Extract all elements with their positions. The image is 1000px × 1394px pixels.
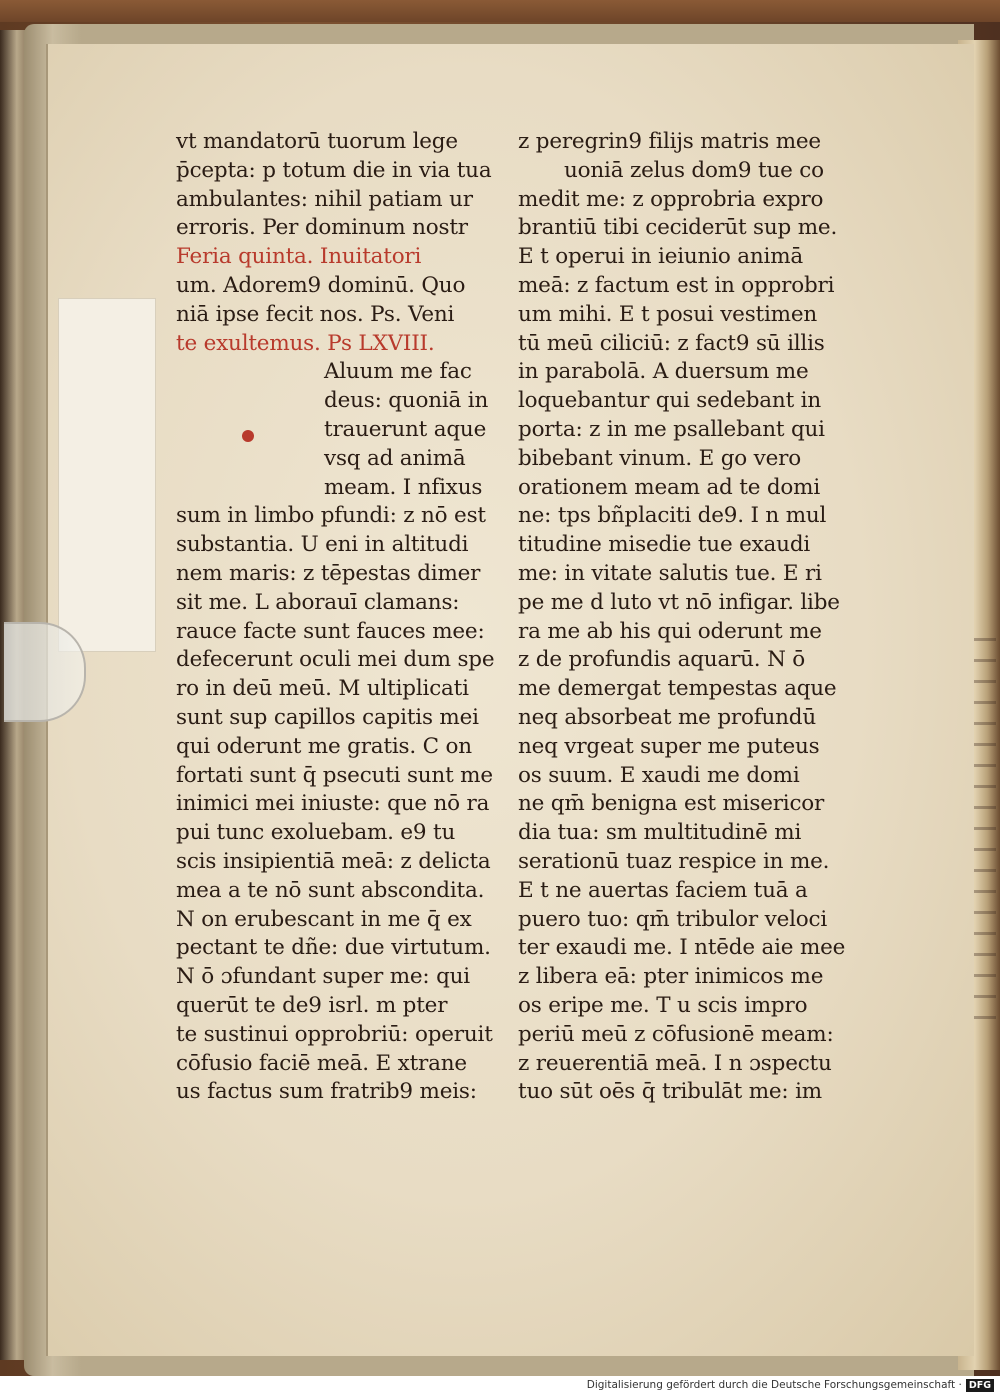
text-line: ne: tps bñplaciti de9. I n mul: [518, 503, 827, 529]
text-line: meam. I nfixus: [324, 474, 483, 500]
text-line: bibebant vinum. E go vero: [518, 445, 801, 471]
text-line: loquebantur qui sedebant in: [518, 388, 821, 414]
text-line: sit me. L aborauī clamans:: [176, 589, 460, 615]
text-line: ra me ab his qui oderunt me: [518, 618, 822, 644]
text-line: vsq ad animā: [324, 445, 466, 471]
text-line: meā: z factum est in opprobri: [518, 272, 835, 298]
right-text-column: [518, 128, 858, 1107]
footer-credit: [587, 1376, 994, 1394]
dfg-logo: DFG: [966, 1379, 994, 1392]
text-line: z de profundis aquarū. N ō: [518, 647, 806, 673]
text-line: ter exaudi me. I ntēde aie mee: [518, 935, 846, 961]
text-line: z libera eā: pter inimicos me: [518, 964, 824, 990]
text-line: serationū tuaz respice in me.: [518, 848, 830, 874]
text-line: Feria quinta. Inuitatori: [176, 244, 422, 270]
text-line: inimici mei iniuste: que nō ra: [176, 791, 490, 817]
text-line: fortati sunt q̄ psecuti sunt me: [176, 762, 493, 788]
text-line: neq absorbeat me profundū: [518, 704, 816, 730]
text-line: titudine misedie tue exaudi: [518, 532, 811, 558]
text-line: te exultemus. Ps LXVIII.: [176, 330, 435, 356]
text-line: cōfusio faciē meā. E xtrane: [176, 1050, 467, 1076]
left-text-column: [176, 128, 506, 1107]
text-line: erroris. Per dominum nostr: [176, 215, 468, 241]
text-line: defecerunt oculi mei dum spe: [176, 647, 495, 673]
binding-edge-top: [0, 0, 1000, 22]
text-line: rauce facte sunt fauces mee:: [176, 618, 485, 644]
text-line: tuo sūt oēs q̄ tribulāt me: im: [518, 1079, 822, 1105]
text-line: sunt sup capillos capitis mei: [176, 704, 479, 730]
text-line: brantiū tibi ceciderūt sup me.: [518, 215, 838, 241]
text-line: puero tuo: qm̄ tribulor veloci: [518, 906, 828, 932]
text-line: me demergat tempestas aque: [518, 676, 837, 702]
text-line: sum in limbo pfundi: z nō est: [176, 503, 486, 529]
text-line: p̄cepta: p totum die in via tua: [176, 157, 492, 183]
right-page-bleed-text: [972, 620, 996, 1020]
text-line: deus: quoniā in: [324, 388, 489, 414]
text-line: z peregrin9 filijs matris mee: [518, 129, 821, 154]
text-line: os suum. E xaudi me domi: [518, 762, 800, 788]
text-line: ambulantes: nihil patiam ur: [176, 186, 473, 212]
text-line: in parabolā. A duersum me: [518, 359, 809, 385]
text-line: neq vrgeat super me puteus: [518, 733, 820, 759]
text-line: trauerunt aque: [324, 416, 487, 442]
text-line: periū meū z cōfusionē meam:: [518, 1021, 834, 1047]
text-line: E t operui in ieiunio animā: [518, 244, 803, 270]
text-line: querūt te de9 isrl. m pter: [176, 992, 448, 1018]
text-line: pectant te dñe: due virtutum.: [176, 935, 491, 961]
text-line: uoniā zelus dom9 tue co: [564, 157, 824, 183]
footer-text: Digitalisierung gefördert durch die Deutsche Forschungsgemeinschaft ·: [586, 1379, 962, 1391]
text-line: vt mandatorū tuorum lege: [176, 129, 458, 154]
text-line: N ō ɔfundant super me: qui: [176, 964, 470, 990]
text-line: nem maris: z tēpestas dimer: [176, 560, 481, 586]
book-clasp: [4, 622, 86, 722]
text-line: us factus sum fratrib9 meis:: [176, 1079, 477, 1105]
text-line: ro in deū meū. M ultiplicati: [176, 676, 469, 702]
text-line: os eripe me. T u scis impro: [518, 992, 808, 1018]
text-line: tū meū ciliciū: z fact9 sū illis: [518, 330, 825, 356]
text-line: niā ipse fecit nos. Ps. Veni: [176, 301, 455, 327]
text-line: mea a te nō sunt abscondita.: [176, 877, 485, 903]
text-line: pe me d luto vt nō infigar. libe: [518, 589, 840, 615]
text-line: substantia. U eni in altitudi: [176, 532, 469, 558]
text-line: Aluum me fac: [324, 359, 472, 385]
paper-slip: [58, 298, 156, 652]
text-line: orationem meam ad te domi: [518, 474, 821, 500]
text-line: ne qm̄ benigna est misericor: [518, 791, 825, 817]
text-line: medit me: z opprobria expro: [518, 186, 824, 212]
text-line: porta: z in me psallebant qui: [518, 416, 825, 442]
text-line: qui oderunt me gratis. C on: [176, 733, 472, 759]
text-line: E t ne auertas faciem tuā a: [518, 877, 808, 903]
text-line: dia tua: sm multitudinē mi: [518, 820, 802, 846]
text-line: pui tunc exoluebam. e9 tu: [176, 820, 456, 846]
text-line: te sustinui opprobriū: operuit: [176, 1021, 493, 1047]
text-line: me: in vitate salutis tue. E ri: [518, 560, 822, 586]
text-line: N on erubescant in me q̄ ex: [176, 906, 472, 932]
text-line: z reuerentiā meā. I n ɔspectu: [518, 1050, 832, 1076]
text-line: um mihi. E t posui vestimen: [518, 301, 818, 327]
text-line: um. Adorem9 dominū. Quo: [176, 272, 466, 298]
text-line: scis insipientiā meā: z delicta: [176, 848, 491, 874]
